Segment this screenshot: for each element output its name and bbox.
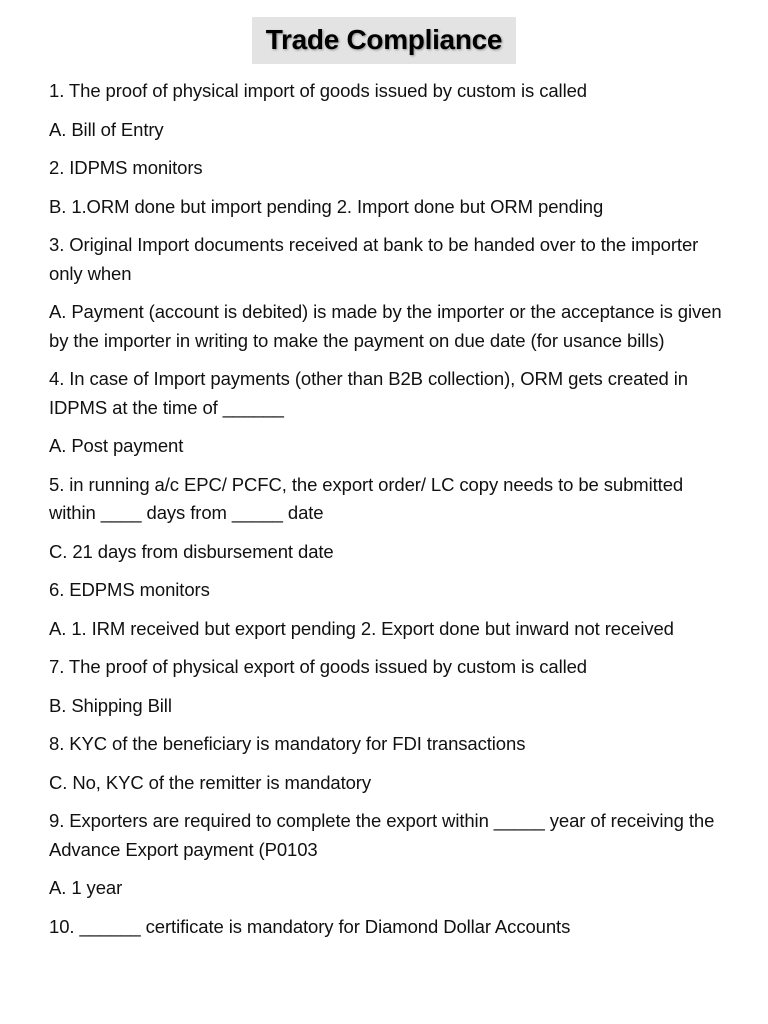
page-title: Trade Compliance (252, 17, 516, 64)
question-8: 8. KYC of the beneficiary is mandatory for FDI transactions (49, 733, 526, 754)
answer-9: A. 1 year (49, 877, 123, 898)
question-7: 7. The proof of physical export of goods issued by custom is called (49, 656, 587, 677)
question-3: 3. Original Import documents received at bank to be handed over to the importer only when (49, 234, 699, 284)
answer-7: B. Shipping Bill (49, 694, 172, 716)
answer-5: C. 21 days from disbursement date (49, 540, 334, 562)
title-container (0, 17, 768, 64)
question-1: 1. The proof of physical import of goods issued by custom is called (49, 80, 587, 101)
answer-4: A. Post payment (49, 435, 184, 456)
question-6: 6. EDPMS monitors (49, 579, 210, 600)
qa-content (49, 77, 729, 951)
answer-1: A. Bill of Entry (49, 118, 164, 140)
question-10: 10. ______ certificate is mandatory for Diamond Dollar Accounts (49, 915, 571, 937)
question-2: 2. IDPMS monitors (49, 157, 203, 178)
question-9: 9. Exporters are required to complete the export within _____ year of receiving the Advance Export payment (P0103 (49, 810, 715, 860)
answer-6: A. 1. IRM received but export pending 2. Export done but inward not received (49, 617, 674, 639)
question-4: 4. In case of Import payments (other than B2B collection), ORM gets created in IDPMS at the time of ______ (49, 368, 688, 418)
answer-3: A. Payment (account is debited) is made by the importer or the acceptance is given by the importer in writing to make the payment on due date (for usance bills) (49, 301, 722, 351)
answer-2: B. 1.ORM done but import pending 2. Import done but ORM pending (49, 195, 604, 217)
question-5: 5. in running a/c EPC/ PCFC, the export order/ LC copy needs to be submitted within ____ days from _____ date (49, 473, 684, 523)
answer-8: C. No, KYC of the remitter is mandatory (49, 771, 372, 793)
